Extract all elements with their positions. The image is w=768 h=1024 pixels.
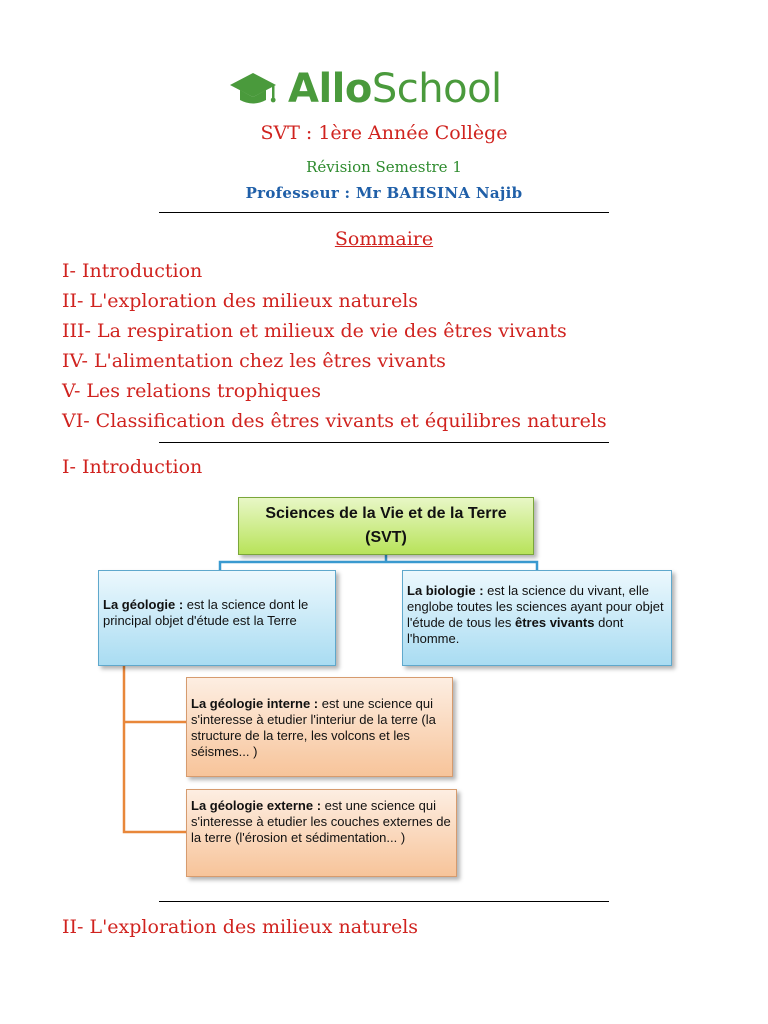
biologie-box xyxy=(402,570,672,666)
biologie-term-etres-vivants: êtres vivants xyxy=(515,615,595,630)
biologie-definition-end: dont l'homme. xyxy=(407,615,624,646)
svt-root-line2: (SVT) xyxy=(365,529,407,546)
toc-item[interactable]: I- Introduction xyxy=(62,260,203,282)
logo-text xyxy=(288,64,502,114)
geologie-externe-definition: est une science qui s'interesse à etudier les couches externes de la terre (l'érosion et sédimentation... ) xyxy=(191,798,451,845)
geologie-externe-term: La géologie externe : xyxy=(191,798,322,813)
table-of-contents xyxy=(62,256,607,436)
svt-root-box xyxy=(238,497,534,555)
biologie-definition: est la science du vivant, elle englobe toutes les sciences ayant pour objet l'étude de tous les xyxy=(407,583,664,630)
geologie-interne-definition: est une science qui s'interesse à etudier l'interiur de la terre (la structure de la terre, les volcons et les séismes... ) xyxy=(191,696,436,759)
logo-brand-bold: Allo xyxy=(288,66,372,112)
geologie-interne-term: La géologie interne : xyxy=(191,696,319,711)
document-subtitle: Révision Semestre 1 xyxy=(306,158,462,176)
geologie-box xyxy=(98,570,336,666)
divider xyxy=(159,442,609,443)
toc-item[interactable]: II- L'exploration des milieux naturels xyxy=(62,290,419,312)
geologie-branch-connector xyxy=(124,666,186,832)
geologie-externe-box xyxy=(186,789,457,877)
document-title: SVT : 1ère Année Collège xyxy=(260,122,508,144)
professor-name: Professeur : Mr BAHSINA Najib xyxy=(245,184,523,202)
divider xyxy=(159,901,609,902)
toc-item[interactable]: III- La respiration et milieux de vie des êtres vivants xyxy=(62,320,567,342)
root-to-children-connector xyxy=(220,555,537,570)
toc-item[interactable]: V- Les relations trophiques xyxy=(62,380,322,402)
logo-brand-light: School xyxy=(371,66,502,112)
geologie-definition: est la science dont le principal objet d'étude est la Terre xyxy=(103,597,309,628)
toc-item[interactable]: VI- Classification des êtres vivants et équilibres naturels xyxy=(62,410,607,432)
alloschool-logo[interactable] xyxy=(228,64,502,114)
sommaire-heading: Sommaire xyxy=(334,228,434,250)
geologie-term: La géologie : xyxy=(103,597,184,612)
svt-root-line1: Sciences de la Vie et de la Terre xyxy=(265,505,507,522)
geologie-interne-box xyxy=(186,677,453,777)
biologie-term: La biologie : xyxy=(407,583,484,598)
toc-item[interactable]: IV- L'alimentation chez les êtres vivants xyxy=(62,350,446,372)
graduation-cap-icon xyxy=(228,69,278,109)
section-heading-exploration: II- L'exploration des milieux naturels xyxy=(62,916,419,938)
section-heading-introduction: I- Introduction xyxy=(62,456,203,478)
divider xyxy=(159,212,609,213)
